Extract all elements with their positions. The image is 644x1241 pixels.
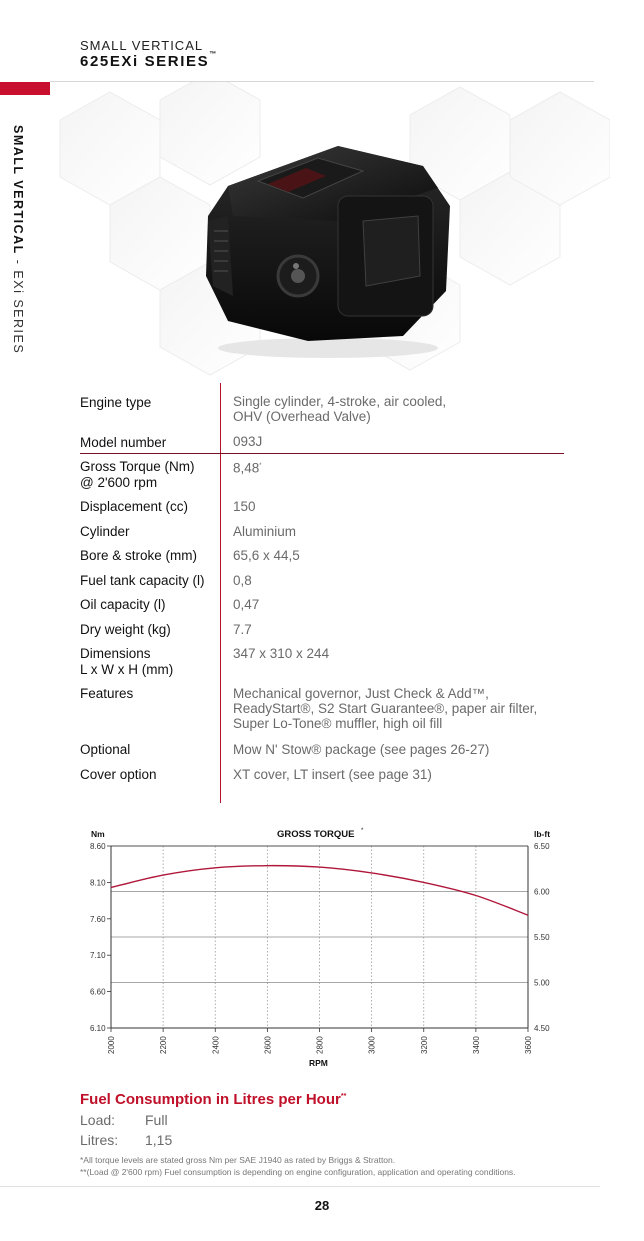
x-tick-label: 3200 [419,1036,429,1054]
footnote-torque: *All torque levels are stated gross Nm per SAE J1940 as rated by Briggs & Stratton. [80,1155,396,1165]
spec-label: Features [80,686,134,701]
y-right-tick-label: 6.50 [534,842,550,851]
spec-value: 0,8 [233,573,252,588]
side-tab-label: SMALL VERTICAL - EXi SERIES [11,125,25,355]
load-value: Full [145,1112,168,1128]
spec-label: Cylinder [80,524,130,539]
x-tick-label: 3400 [471,1036,481,1054]
torque-chart [70,822,570,1072]
spec-value: 150 [233,499,256,514]
page-number: 28 [314,1198,330,1213]
spec-value: 7.7 [233,622,252,637]
y-left-axis-label: Nm [91,829,105,839]
footer-divider [0,1186,600,1187]
spec-label: Optional [80,742,131,757]
y-left-tick-label: 7.60 [90,914,106,924]
footnote-fuel: **(Load @ 2'600 rpm) Fuel consumption is depending on engine configuration, application and operating conditions. [80,1167,516,1177]
y-right-tick-label: 6.00 [534,887,550,897]
spec-value: 093J [233,434,263,449]
torque-series-line [111,866,528,916]
x-tick-label: 2400 [211,1036,221,1054]
spec-value: Aluminium [233,524,297,539]
spec-label: Displacement (cc) [80,499,189,514]
series-title: 625EXi SERIES™ [80,51,218,70]
spec-value: 8,48* [233,460,262,476]
spec-label: Cover option [80,767,157,782]
y-left-tick-label: 6.10 [90,1024,106,1033]
spec-label: Model number [80,435,167,450]
x-tick-label: 3600 [524,1036,533,1054]
spec-label: Gross Torque (Nm) @ 2'600 rpm [80,459,195,490]
y-left-tick-label: 6.60 [90,987,106,997]
litres-value: 1,15 [145,1132,173,1148]
spec-value: Mow N' Stow® package (see pages 26-27) [233,742,490,757]
chart-title-sup: * [361,828,364,834]
red-tab-marker [0,82,50,95]
x-axis-label: RPM [309,1058,328,1068]
x-tick-label: 2600 [263,1036,273,1054]
spec-label: Dimensions L x W x H (mm) [80,646,174,677]
chart-title: GROSS TORQUE [277,829,355,840]
spec-value: Single cylinder, 4-stroke, air cooled, OHV (Overhead Valve) [233,394,447,424]
spec-label: Dry weight (kg) [80,622,171,637]
x-tick-label: 3000 [367,1036,377,1054]
spec-value: 347 x 310 x 244 [233,646,330,661]
spec-value: XT cover, LT insert (see page 31) [233,767,432,782]
row-divider [80,453,564,454]
engine-image [188,126,458,362]
load-label: Load: [80,1112,116,1128]
spec-value: 65,6 x 44,5 [233,548,300,563]
y-left-tick-label: 8.10 [90,878,106,888]
y-left-tick-label: 7.10 [90,951,106,961]
x-tick-label: 2000 [107,1036,116,1054]
y-left-tick-label: 8.60 [90,842,106,851]
y-right-axis-label: lb-ft [534,829,551,839]
spec-label: Fuel tank capacity (l) [80,573,205,588]
spec-table-divider [220,383,221,803]
y-right-tick-label: 4.50 [534,1024,550,1033]
fuel-consumption-title: Fuel Consumption in Litres per Hour** [80,1091,347,1108]
spec-label: Oil capacity (l) [80,597,166,612]
spec-label: Engine type [80,395,152,410]
y-right-tick-label: 5.50 [534,933,550,942]
spec-value: Mechanical governor, Just Check & Add™, ReadyStart®, S2 Start Guarantee®, paper air filter, Super Lo-Tone® muffler, high oil fill [233,686,538,731]
category-title: SMALL VERTICAL [80,38,204,53]
litres-label: Litres: [80,1132,119,1148]
y-right-tick-label: 5.00 [534,978,550,988]
x-tick-label: 2800 [315,1036,325,1054]
x-tick-label: 2200 [159,1036,169,1054]
spec-label: Bore & stroke (mm) [80,548,198,563]
spec-value: 0,47 [233,597,260,612]
